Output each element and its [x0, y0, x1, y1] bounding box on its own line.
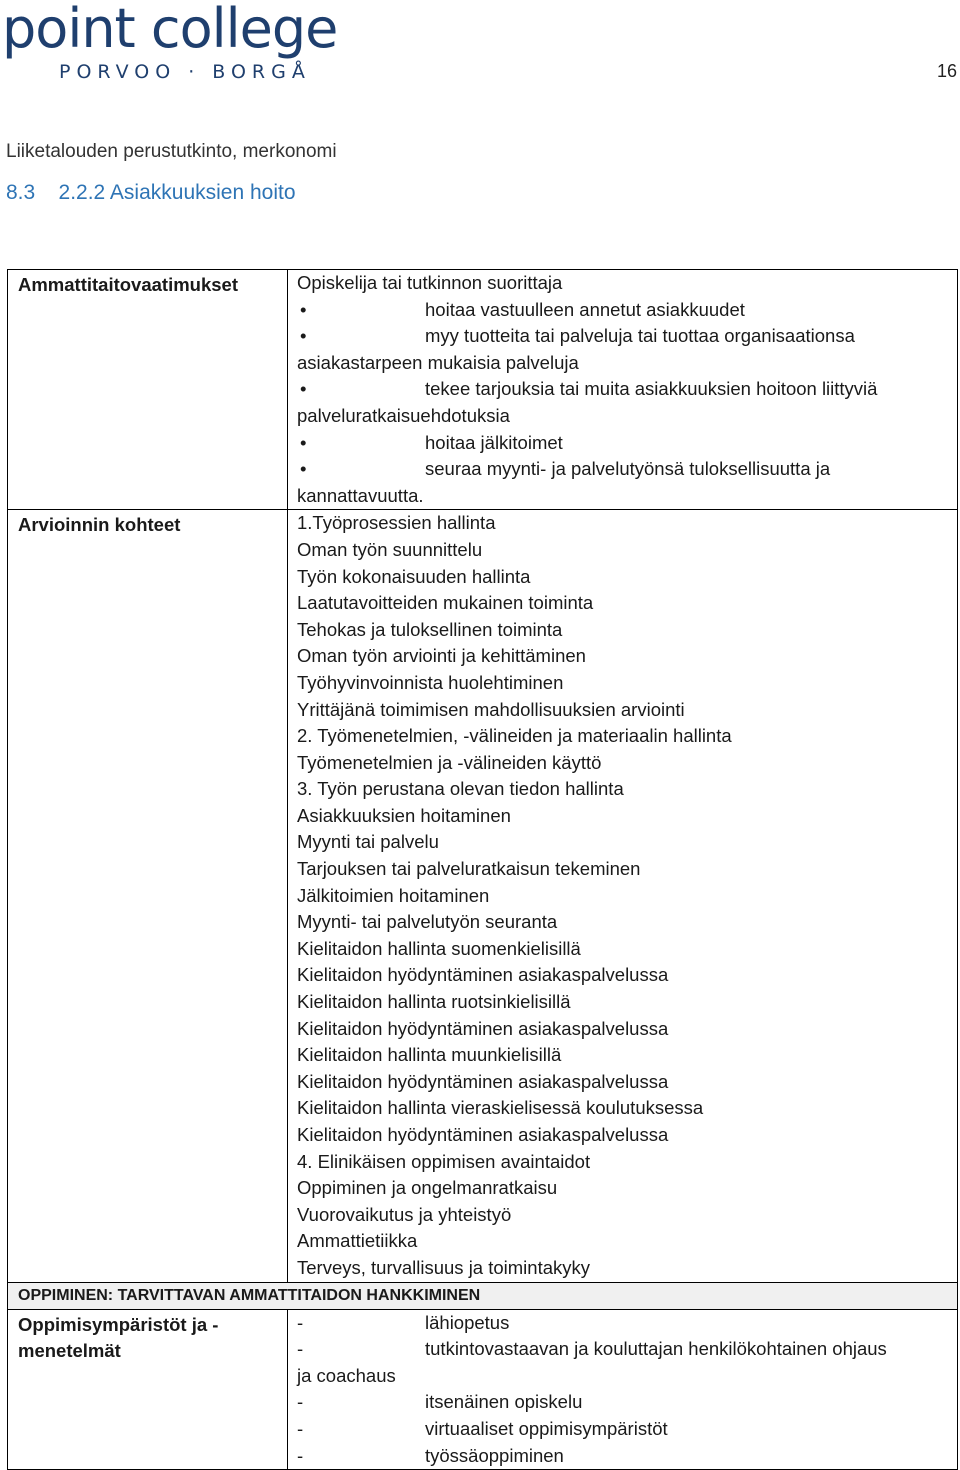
list-item: Kielitaidon hyödyntäminen asiakaspalvelussa [297, 1070, 669, 1092]
section-heading: 8.3 2.2.2 Asiakkuuksien hoito [6, 181, 296, 204]
list-item-continuation: asiakastarpeen mukaisia palveluja [297, 351, 579, 373]
list-item-continuation: ja coachaus [297, 1364, 396, 1386]
list-item: Työn kokonaisuuden hallinta [297, 565, 531, 587]
point-college-logo [2, 0, 338, 83]
list-item-text: hoitaa jälkitoimet [425, 431, 563, 453]
list-item [297, 323, 953, 350]
table-row [8, 1282, 958, 1309]
list-item: Oppiminen ja ongelmanratkaisu [297, 1177, 558, 1199]
bullet-marker: • [300, 378, 307, 400]
list-item: Oman työn arviointi ja kehittäminen [297, 645, 586, 667]
requirements-intro: Opiskelija tai tutkinnon suorittaja [297, 272, 563, 293]
list-item: Ammattietiikka [297, 1230, 418, 1252]
list-item: Kielitaidon hallinta suomenkielisillä [297, 937, 581, 959]
page-number: 16 [936, 61, 957, 81]
section-header: OPPIMINEN: TARVITTAVAN AMMATTITAIDON HANKKIMINEN [8, 1282, 958, 1309]
table-row [8, 1309, 958, 1470]
list-item-continuation: palveluratkaisuehdotuksia [297, 404, 510, 426]
list-item: Myynti tai palvelu [297, 831, 439, 853]
list-item-text: työssäoppiminen [425, 1444, 564, 1466]
list-item: Yrittäjänä toimimisen mahdollisuuksien arviointi [297, 698, 685, 720]
list-item: Kielitaidon hallinta vieraskielisessä koulutuksessa [297, 1097, 704, 1119]
list-item-text: myy tuotteita tai palveluja tai tuottaa organisaationsa [425, 325, 855, 347]
dash-marker: - [297, 1338, 304, 1360]
list-item-continuation: kannattavuutta. [297, 484, 424, 506]
list-item [297, 1416, 953, 1443]
list-item: Työhyvinvoinnista huolehtiminen [297, 671, 564, 693]
list-item [297, 456, 953, 483]
list-item [297, 430, 953, 457]
document-subtitle: Liiketalouden perustutkinto, merkonomi [6, 141, 337, 162]
list-item [297, 1389, 953, 1416]
list-item [297, 297, 953, 324]
dash-marker: - [297, 1391, 304, 1413]
list-item-text: lähiopetus [425, 1311, 510, 1333]
dash-marker: - [297, 1417, 304, 1439]
list-item-text: tekee tarjouksia tai muita asiakkuuksien hoitoon liittyviä [425, 378, 878, 400]
list-item: Asiakkuuksien hoitaminen [297, 804, 511, 826]
list-item: Laatutavoitteiden mukainen toiminta [297, 592, 594, 614]
row-label-assessment: Arvioinnin kohteet [8, 510, 288, 1282]
list-item: 2. Työmenetelmien, -välineiden ja materiaalin hallinta [297, 725, 732, 747]
list-item: Työmenetelmien ja -välineiden käyttö [297, 751, 602, 773]
list-item [297, 1443, 953, 1470]
list-item: Vuorovaikutus ja yhteistyö [297, 1203, 512, 1225]
list-item: 1.Työprosessien hallinta [297, 512, 496, 534]
list-item: Terveys, turvallisuus ja toimintakyky [297, 1256, 591, 1278]
list-item: Myynti- tai palvelutyön seuranta [297, 911, 558, 933]
list-item: Kielitaidon hallinta ruotsinkielisillä [297, 991, 571, 1013]
learning-methods-cell [288, 1309, 958, 1470]
list-item-text: virtuaaliset oppimisympäristöt [425, 1417, 668, 1439]
logo-location: PORVOO · BORGÅ [59, 61, 311, 83]
competence-table [7, 269, 958, 1470]
bullet-marker: • [300, 325, 307, 347]
learning-methods-list [297, 1310, 953, 1470]
list-item [297, 1310, 953, 1337]
list-item-text: seuraa myynti- ja palvelutyönsä tuloksellisuutta ja [425, 458, 831, 480]
list-item: Jälkitoimien hoitaminen [297, 884, 490, 906]
assessment-cell [288, 510, 958, 1282]
list-item-text: hoitaa vastuulleen annetut asiakkuudet [425, 298, 745, 320]
assessment-list [297, 510, 953, 1281]
list-item-text: tutkintovastaavan ja kouluttajan henkilökohtainen ohjaus [425, 1338, 887, 1360]
dash-marker: - [297, 1444, 304, 1466]
logo-wordmark: point college [2, 0, 338, 60]
list-item [297, 376, 953, 403]
requirements-cell [288, 270, 958, 510]
list-item: Kielitaidon hyödyntäminen asiakaspalvelussa [297, 1124, 669, 1145]
table-row [8, 510, 958, 1282]
list-item: Oman työn suunnittelu [297, 538, 483, 560]
list-item-text: itsenäinen opiskelu [425, 1391, 583, 1413]
row-label-requirements: Ammattitaitovaatimukset [8, 270, 288, 510]
bullet-marker: • [300, 431, 307, 453]
list-item: Kielitaidon hyödyntäminen asiakaspalvelussa [297, 1017, 669, 1039]
bullet-marker: • [300, 298, 307, 320]
list-item: Kielitaidon hallinta muunkielisillä [297, 1044, 562, 1066]
requirements-list [297, 297, 953, 510]
table-row [8, 270, 958, 510]
bullet-marker: • [300, 458, 307, 480]
list-item: Kielitaidon hyödyntäminen asiakaspalvelussa [297, 964, 669, 986]
row-label-learning-environments: Oppimisympäristöt ja - menetelmät [8, 1309, 288, 1470]
list-item: Tarjouksen tai palveluratkaisun tekeminen [297, 858, 641, 880]
dash-marker: - [297, 1311, 304, 1333]
list-item [297, 1336, 953, 1363]
list-item: 4. Elinikäisen oppimisen avaintaidot [297, 1150, 591, 1172]
list-item: 3. Työn perustana olevan tiedon hallinta [297, 778, 624, 800]
list-item: Tehokas ja tuloksellinen toiminta [297, 618, 563, 640]
